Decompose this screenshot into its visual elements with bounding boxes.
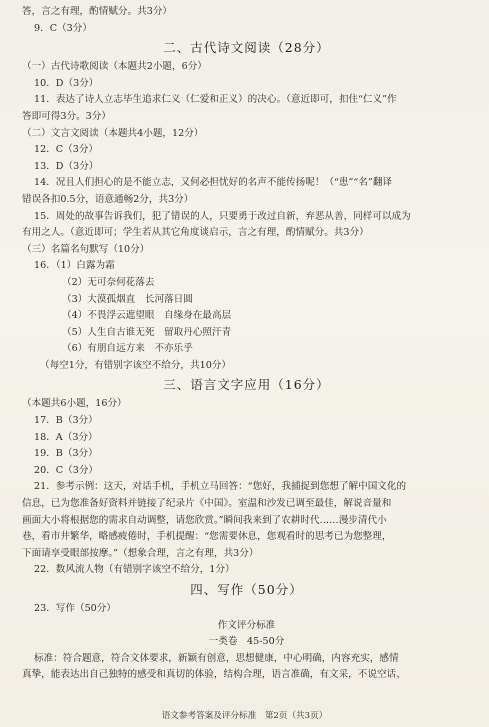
- text-line: 答，言之有理，酌情赋分。共3分）: [22, 6, 173, 17]
- answer-line: 13．D（3分）: [34, 160, 99, 172]
- answer-line: 巷，看市井繁华，略感疲倦时，手机提醒：“您需要休息，您观看时的思考已为您整理，: [22, 531, 392, 543]
- subsection-title: （二）文言文阅读（本题共4小题，12分）: [22, 127, 204, 139]
- answer-line: 信息，已为您准备好资料并链接了纪录片《中国》。室温和沙发已调至最佳，解说音量和: [22, 498, 392, 510]
- section-heading: 四、写作（50分）: [190, 582, 303, 597]
- answer-line: 下面请享受眼部按摩。”（想象合理，言之有理，共3分）: [22, 547, 259, 559]
- answer-line: 20．C（3分）: [34, 464, 99, 476]
- answer-line: 9．C（3分）: [34, 22, 92, 34]
- subsection-title: （三）名篇名句默写（10分）: [22, 243, 150, 255]
- answer-line: 14．况且人们担心的是不能立志，又何必担忧好的名声不能传扬呢！（“患”“名”翻译: [34, 177, 393, 189]
- answer-line: （6）有朋自远方来 不亦乐乎: [62, 343, 193, 355]
- scoring-note: （每空1分，有错别字该空不给分，共10分）: [40, 359, 231, 371]
- answer-line: 11．表达了诗人立志毕生追求仁义（仁爱和正义）的决心。（意近即可，扣住“仁义”作: [34, 94, 397, 106]
- answer-line: 16．（1）白露为霜: [34, 260, 115, 272]
- section-heading: 三、语言文字应用（16分）: [163, 377, 330, 393]
- answer-line: 有用之人。（意近即可；学生若从其它角度谈启示，言之有理，酌情赋分。共3分）: [22, 227, 369, 239]
- rubric-text: 真挚，能表达出自己独特的感受和真切的体验，结构合理，语言准确，有文采，不说空话、: [22, 669, 406, 681]
- answer-line: 17．B（3分）: [34, 415, 98, 427]
- answer-line: （2）无可奈何花落去: [62, 276, 155, 288]
- answer-line: （3）大漠孤烟直 长河落日圆: [62, 293, 193, 305]
- subsection-title: （一）古代诗歌阅读（本题共2小题，6分）: [22, 61, 207, 73]
- answer-line: 18．A（3分）: [34, 431, 98, 443]
- answer-line: 19．B（3分）: [34, 448, 98, 460]
- answer-line: 15．周处的故事告诉我们，犯了错误的人，只要勇于改过自新，弃恶从善，同样可以成为: [34, 210, 411, 222]
- subsection-title: （本题共6小题，16分）: [22, 398, 127, 410]
- rubric-title: 作文评分标准: [217, 619, 276, 631]
- answer-line: （4）不畏浮云遮望眼 自缘身在最高层: [62, 310, 232, 322]
- section-heading: 二、古代诗文阅读（28分）: [163, 40, 330, 56]
- answer-line: 12．C（3分）: [34, 144, 99, 156]
- answer-line: 22．数风流人物（有错别字该空不给分，1分）: [34, 564, 235, 576]
- answer-line: 画面大小将根据您的需求自动调整，请您欣赏。”瞬间我来到了农耕时代……漫步清代小: [22, 514, 387, 526]
- answer-line: 21．参考示例：这天，对话手机，手机立马回答：“您好，我捕捉到您想了解中国文化的: [34, 481, 407, 493]
- answer-line: 错误各扣0.5分，语意通畅2分，共3分）: [22, 193, 194, 205]
- rubric-category: 一类卷 45-50分: [208, 636, 285, 648]
- answer-line: 答即可得3分。3分）: [22, 110, 111, 122]
- answer-line: （5）人生自古谁无死 留取丹心照汗青: [62, 326, 232, 338]
- answer-line: 23．写作（50分）: [34, 603, 116, 614]
- rubric-text: 标准：符合题意，符合文体要求，新颖有创意，思想健康，中心明确，内容充实，感情: [34, 652, 399, 664]
- page-footer: 语文参考答案及评分标准 第2页（共3页）: [161, 711, 328, 721]
- answer-line: 10．D（3分）: [34, 77, 99, 89]
